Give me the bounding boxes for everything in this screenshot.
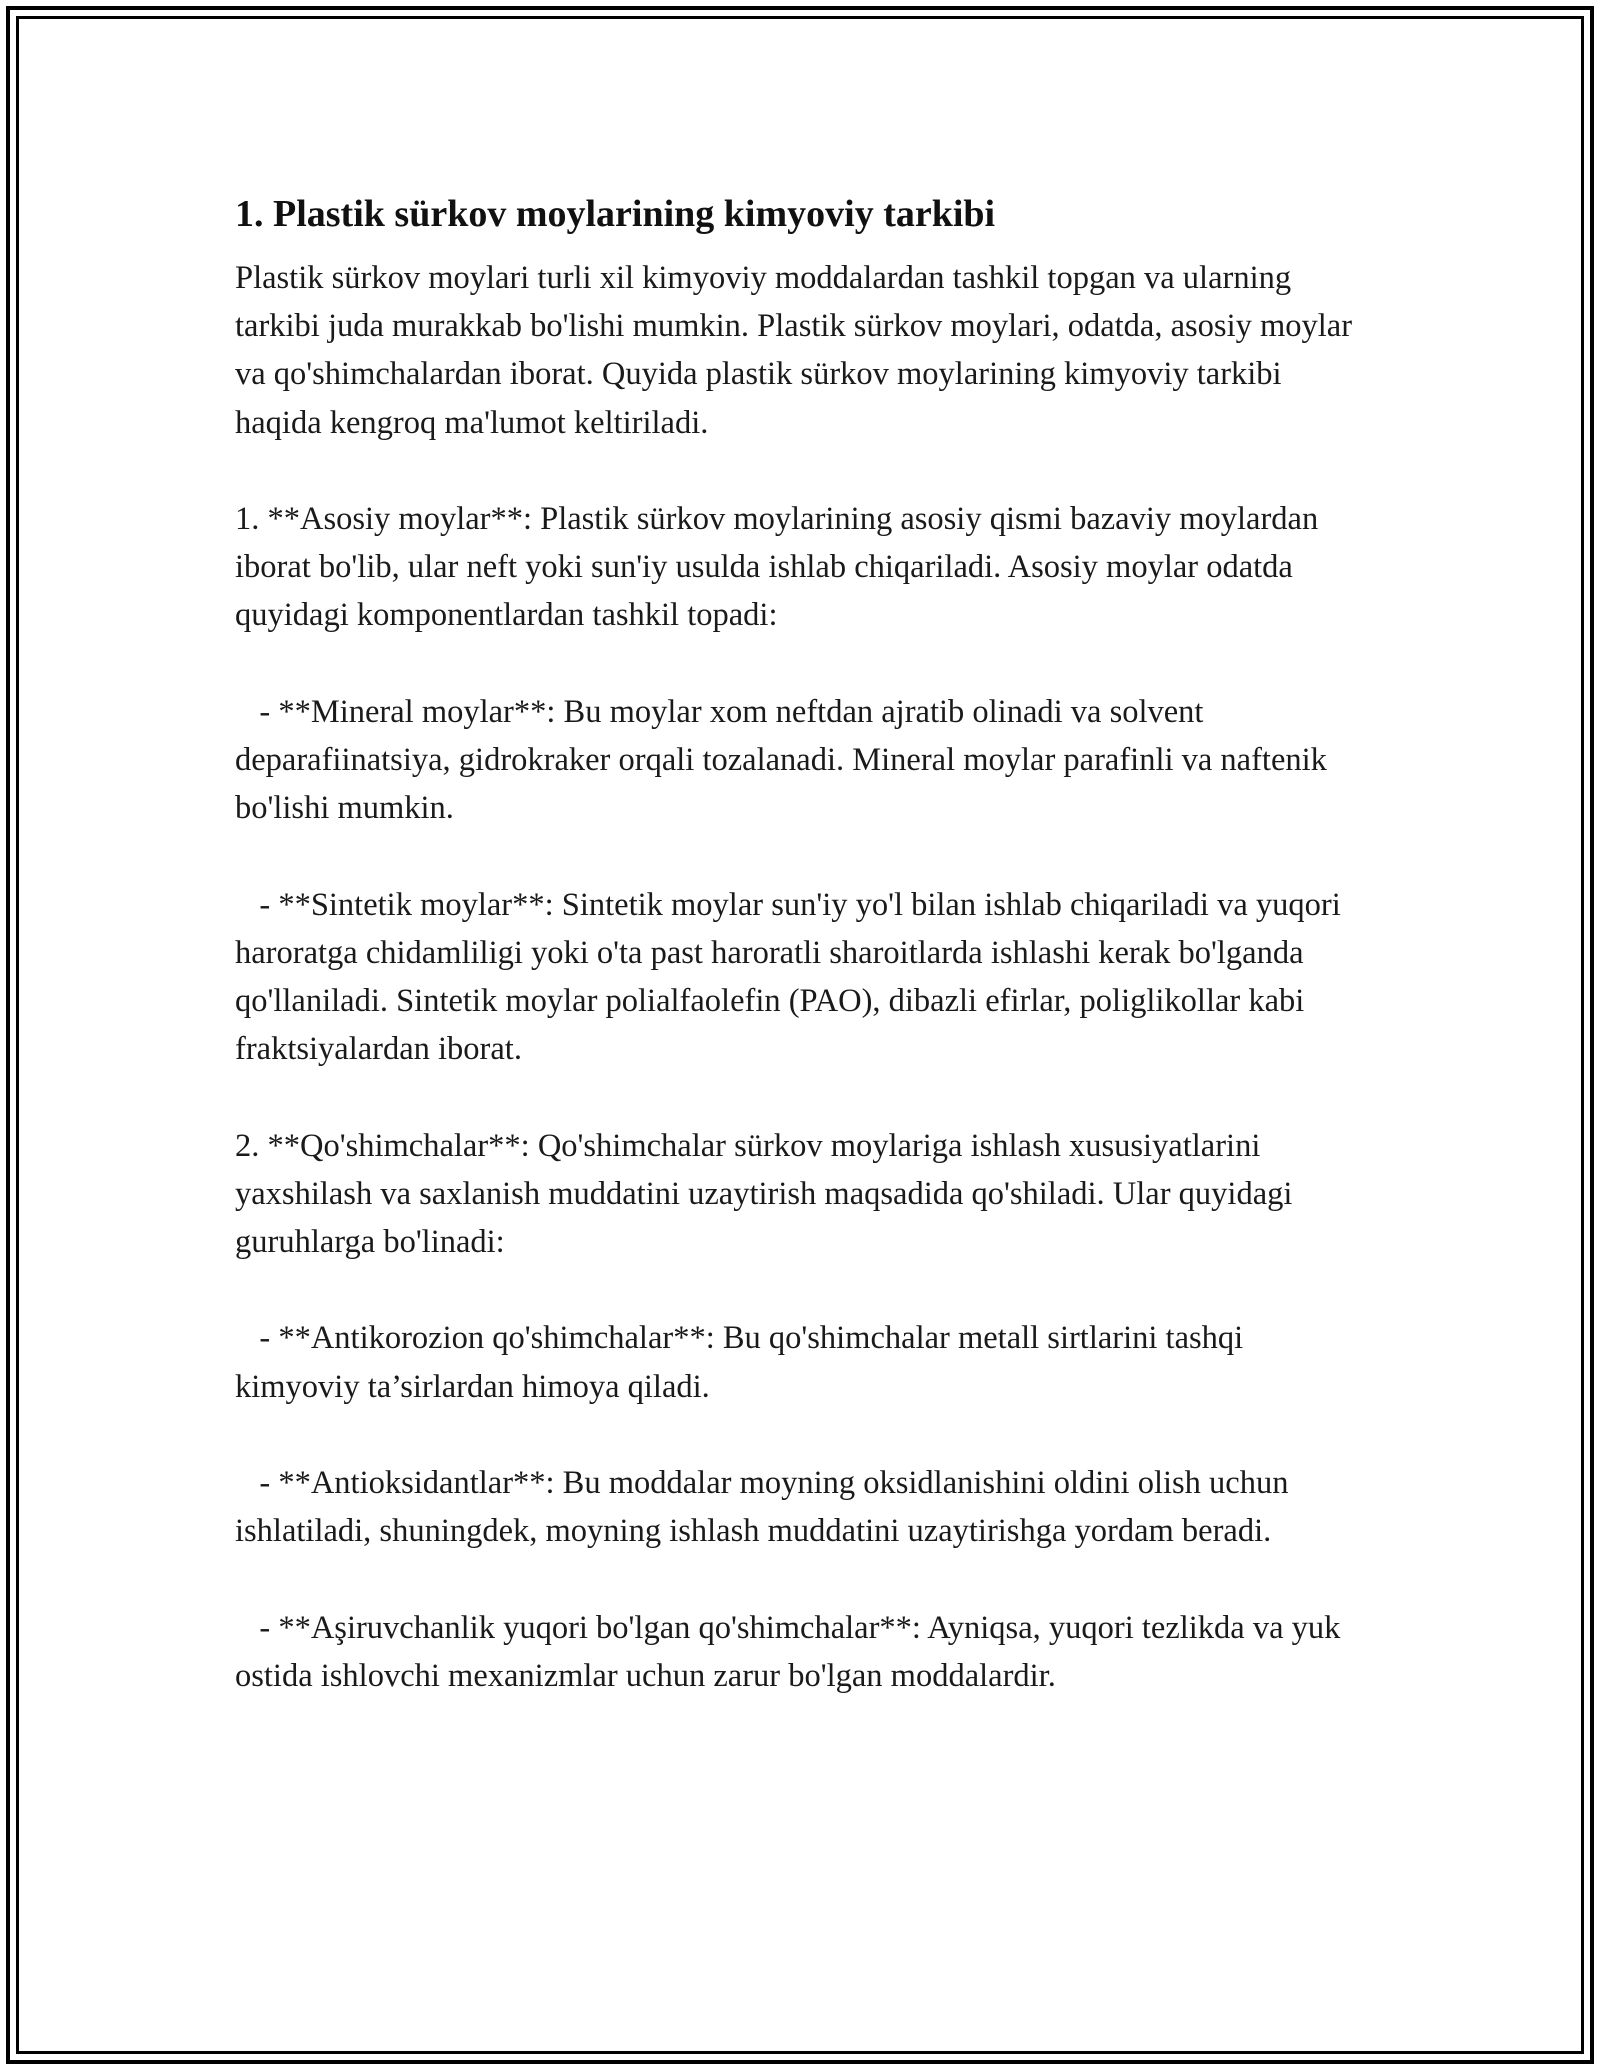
antioxidants-paragraph: - **Antioksidantlar**: Bu moddalar moyning oksidlanishini oldini olish uchun ishlatiladi, shuningdek, moyning ishlash muddatini uzaytirishga yordam beradi.: [235, 1464, 1297, 1550]
additives-paragraph: 2. **Qo'shimchalar**: Qo'shimchalar sürkov moylariga ishlash xususiyatlarini yaxshilash va saxlanish muddatini uzaytirish maqsadida qo'shiladi. Ular quyidagi guruhlarga bo'linadi:: [235, 1127, 1301, 1260]
document-body: [235, 190, 1365, 1700]
synthetic-oils-paragraph: - **Sintetik moylar**: Sintetik moylar sun'iy yo'l bilan ishlab chiqariladi va yuqori haroratga chidamliligi yoki o'ta past haroratli sharoitlarda ishlashi kerak bo'lganda qo'llaniladi. Sintetik moylar polialfaolefin (PAO), dibazli efirlar, poliglikollar kabi fraktsiyalardan iborat.: [235, 886, 1349, 1068]
anticorrosion-paragraph: - **Antikorozion qo'shimchalar**: Bu qo'shimchalar metall sirtlarini tashqi kimyoviy ta’sirlardan himoya qiladi.: [235, 1320, 1252, 1405]
high-load-additives-paragraph: - **Aşiruvchanlik yuqori bo'lgan qo'shimchalar**: Ayniqsa, yuqori tezlikda va yuk ostida ishlovchi mexanizmlar uchun zarur bo'lgan moddalardir.: [235, 1609, 1349, 1694]
mineral-oils-paragraph: - **Mineral moylar**: Bu moylar xom neftdan ajratib olinadi va solvent deparafiinatsiya, gidrokraker orqali tozalanadi. Mineral moylar parafinli va naftenik bo'lishi mumkin.: [235, 693, 1336, 827]
base-oils-paragraph: 1. **Asosiy moylar**: Plastik sürkov moylarining asosiy qismi bazaviy moylardan iborat bo'lib, ular neft yoki sun'iy usulda ishlab chiqariladi. Asosiy moylar odatda quyidagi komponentlardan tashkil topadi:: [235, 501, 1327, 634]
intro-paragraph: Plastik sürkov moylari turli xil kimyoviy moddalardan tashkil topgan va ularning tarkibi juda murakkab bo'lishi mumkin. Plastik sürkov moylari, odatda, asosiy moylar va qo'shimchalardan iborat. Quyida plastik sürkov moylarining kimyoviy tarkibi haqida kengroq ma'lumot keltiriladi.: [235, 260, 1361, 441]
section-heading: 1. Plastik sürkov moylarining kimyoviy tarkibi: [235, 193, 996, 235]
